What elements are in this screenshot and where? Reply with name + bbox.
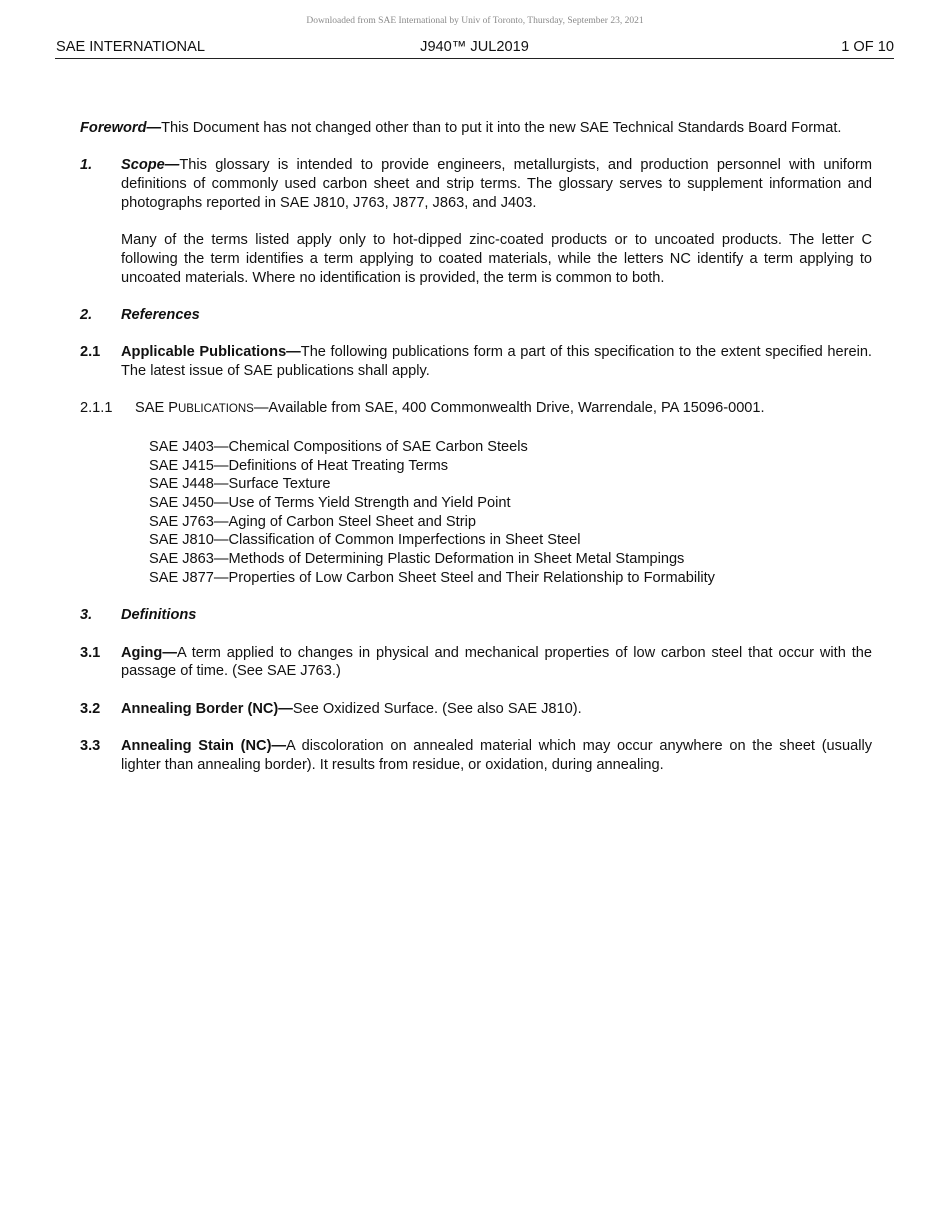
- scope-text-2: Many of the terms listed apply only to hot-dipped zinc-coated products or to uncoated products. The letter C following the term identifies a term applying to coated materials, while the letters NC identify a term applying to uncoated materials. Where no identification is provided, the term is common to both.: [121, 232, 872, 286]
- document-body: [80, 119, 872, 774]
- scope-text: This glossary is intended to provide engineers, metallurgists, and production personnel with uniform definitions of commonly used carbon sheet and strip terms. The glossary serves to supplement information and photographs reported in SAE J810, J763, J877, J863, and J403.: [121, 157, 872, 211]
- foreword-text: This Document has not changed other than to put it into the new SAE Technical Standards Board Format.: [161, 120, 842, 136]
- list-item: SAE J403—Chemical Compositions of SAE Carbon Steels: [149, 438, 528, 455]
- list-item: SAE J810—Classification of Common Imperfections in Sheet Steel: [149, 532, 581, 549]
- section-number: 2.1: [80, 344, 101, 361]
- definition-text: A discoloration on annealed material which may occur anywhere on the sheet (usually lighter than annealing border). It results from residue, or oxidation, during annealing.: [121, 738, 872, 773]
- sae-publications-label: SAE PUBLICATIONS: [135, 400, 254, 417]
- definition-text: See Oxidized Surface. (See also SAE J810).: [292, 700, 582, 717]
- section-definitions: [80, 606, 872, 625]
- definition-term: Aging—: [121, 644, 177, 661]
- foreword-paragraph: [80, 119, 872, 138]
- section-number: 2.1.1: [80, 400, 113, 417]
- scope-paragraph-2: [80, 231, 872, 287]
- list-item: SAE J415—Definitions of Heat Treating Terms: [149, 457, 449, 474]
- section-applicable-publications: [80, 343, 872, 380]
- definitions-heading: Definitions: [121, 607, 197, 624]
- section-sae-publications: [80, 399, 872, 419]
- list-item: SAE J763—Aging of Carbon Steel Sheet and Strip: [149, 513, 476, 530]
- section-references: [80, 306, 872, 325]
- header-page-number: 1 OF 10: [841, 39, 894, 55]
- definition-annealing-stain: [80, 737, 872, 774]
- definition-annealing-border: [80, 700, 872, 719]
- definition-term: Annealing Stain (NC)—: [121, 738, 287, 755]
- section-number: 2.: [80, 306, 93, 323]
- section-number: 3.2: [80, 700, 101, 717]
- foreword-label: Foreword—: [80, 120, 162, 136]
- references-heading: References: [121, 306, 200, 323]
- definition-text: A term applied to changes in physical and mechanical properties of low carbon steel that occur with the passage of time. (See SAE J763.): [121, 644, 872, 680]
- definition-aging: [80, 644, 872, 681]
- section-number: 3.3: [80, 738, 101, 755]
- section-scope: [80, 156, 872, 212]
- applicable-text: The following publications form a part of this specification to the extent specified herein. The latest issue of SAE publications shall apply.: [121, 344, 872, 380]
- header-org: SAE INTERNATIONAL: [56, 39, 205, 55]
- list-item: SAE J877—Properties of Low Carbon Sheet Steel and Their Relationship to Formability: [149, 569, 715, 586]
- list-item: SAE J448—Surface Texture: [149, 476, 331, 493]
- section-number: 1.: [80, 157, 93, 174]
- page-header: [55, 38, 894, 59]
- definition-term: Annealing Border (NC)—: [121, 700, 293, 717]
- sae-publications-text: —Available from SAE, 400 Commonwealth Drive, Warrendale, PA 15096-0001.: [253, 400, 765, 417]
- list-item: SAE J863—Methods of Determining Plastic Deformation in Sheet Metal Stampings: [149, 551, 685, 568]
- section-number: 3.1: [80, 644, 101, 661]
- section-number: 3.: [80, 607, 93, 624]
- scope-label: Scope—: [121, 157, 180, 174]
- applicable-label: Applicable Publications—: [121, 344, 301, 361]
- header-doc-id: J940™ JUL2019: [420, 39, 529, 55]
- publication-list: [80, 438, 872, 588]
- download-watermark: Downloaded from SAE International by Univ of Toronto, Thursday, September 23, 2021: [306, 16, 644, 26]
- list-item: SAE J450—Use of Terms Yield Strength and Yield Point: [149, 494, 511, 511]
